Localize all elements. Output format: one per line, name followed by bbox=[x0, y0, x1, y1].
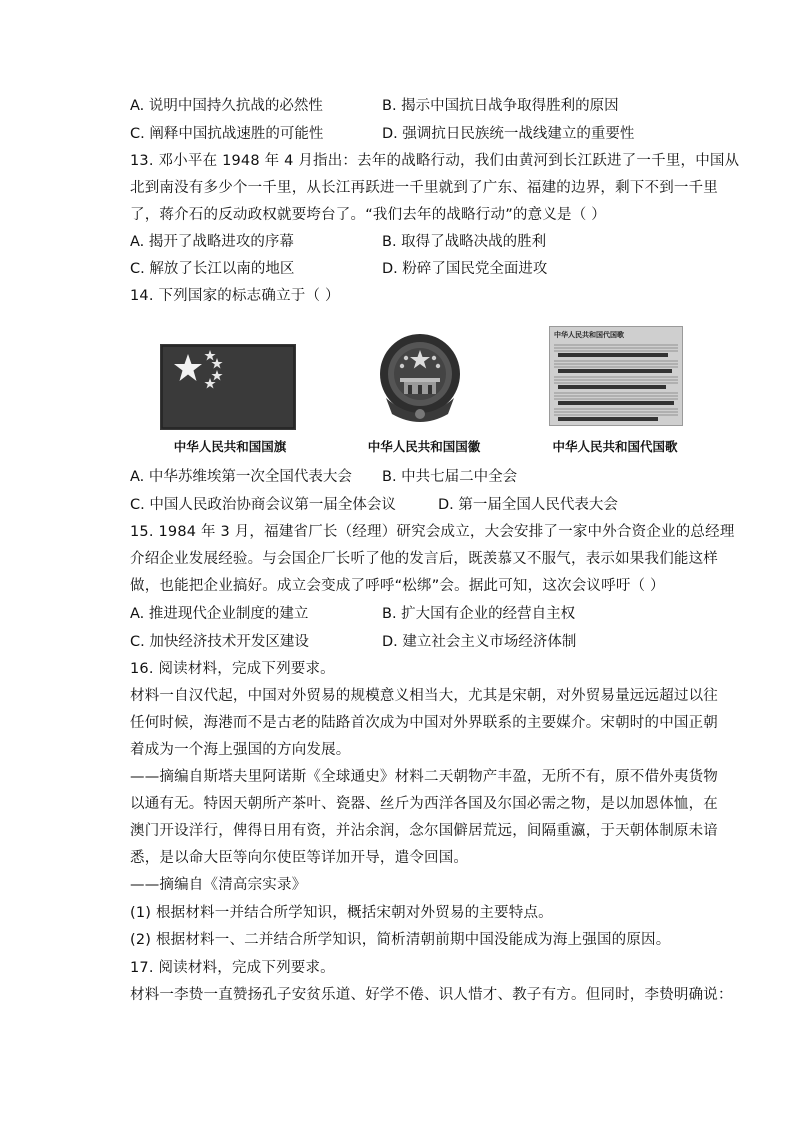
q16-task-1: (1) 根据材料一并结合所学知识，概括宋朝对外贸易的主要特点。 bbox=[130, 905, 553, 921]
q16-material-line-1: 材料一自汉代起，中国对外贸易的规模意义相当大，尤其是宋朝，对外贸易量远远超过以往 bbox=[130, 688, 718, 704]
q12-option-a: A. 说明中国持久抗战的必然性 bbox=[130, 98, 323, 114]
q15-option-d: D. 建立社会主义市场经济体制 bbox=[382, 634, 577, 650]
national-emblem-image bbox=[376, 328, 464, 434]
anthem-score-header: 中华人民共和国代国歌 bbox=[554, 331, 624, 339]
national-emblem-icon bbox=[376, 328, 464, 430]
national-anthem-score-image bbox=[549, 326, 683, 426]
q12-option-c: C. 阐释中国抗战速胜的可能性 bbox=[130, 126, 324, 142]
q15-option-c: C. 加快经济技术开发区建设 bbox=[130, 634, 309, 650]
q15-option-a: A. 推进现代企业制度的建立 bbox=[130, 606, 309, 622]
q13-stem-line-2: 北到南没有多少个一千里，从长江再跃进一千里就到了广东、福建的边界，剩下不到一千里 bbox=[130, 180, 718, 196]
q13-stem-line-1: 13. 邓小平在 1948 年 4 月指出：去年的战略行动，我们由黄河到长江跃进了一千里，中国从 bbox=[130, 153, 740, 169]
national-flag-icon bbox=[160, 344, 296, 430]
q15-stem-line-3: 做，也能把企业搞好。成立会变成了呼呼“松绑”会。据此可知，这次会议呼吁（ ） bbox=[130, 578, 665, 594]
q14-option-d: D. 第一届全国人民代表大会 bbox=[438, 497, 618, 513]
q15-stem-line-1: 15. 1984 年 3 月，福建省厂长（经理）研究会成立，大会安排了一家中外合资企业的总经理 bbox=[130, 524, 735, 540]
q13-option-a: A. 揭开了战略进攻的序幕 bbox=[130, 234, 294, 250]
q16-material-line-4: ——摘编自斯塔夫里阿诺斯《全球通史》材料二天朝物产丰盈，无所不有，原不借外夷货物 bbox=[130, 769, 718, 785]
national-flag-image bbox=[160, 344, 296, 434]
q13-option-b: B. 取得了战略决战的胜利 bbox=[382, 234, 547, 250]
q15-stem-line-2: 介绍企业发展经验。与会国企厂长听了他的发言后，既羡慕又不服气，表示如果我们能这样 bbox=[130, 551, 718, 567]
q14-stem: 14. 下列国家的标志确立于（ ） bbox=[130, 288, 340, 304]
q12-option-d: D. 强调抗日民族统一战线建立的重要性 bbox=[382, 126, 635, 142]
q15-option-b: B. 扩大国有企业的经营自主权 bbox=[382, 606, 576, 622]
q16-source: ——摘编自《清高宗实录》 bbox=[130, 877, 307, 893]
flag-caption: 中华人民共和国国旗 bbox=[173, 439, 287, 454]
q16-material-line-6: 澳门开设洋行，俾得日用有资，并沾余润，念尔国僻居荒远，间隔重瀛，于天朝体制原未谙 bbox=[130, 823, 718, 839]
q14-option-a: A. 中华苏维埃第一次全国代表大会 bbox=[130, 469, 352, 485]
q13-option-c: C. 解放了长江以南的地区 bbox=[130, 261, 295, 277]
q17-material-line-1: 材料一李贽一直赞扬孔子安贫乐道、好学不倦、识人惜才、教子有方。但同时，李贽明确说： bbox=[130, 987, 733, 1003]
q12-option-b: B. 揭示中国抗日战争取得胜利的原因 bbox=[382, 98, 619, 114]
q13-stem-line-3: 了，蒋介石的反动政权就要垮台了。“我们去年的战略行动”的意义是（ ） bbox=[130, 207, 606, 223]
q16-task-2: (2) 根据材料一、二并结合所学知识，简析清朝前期中国没能成为海上强国的原因。 bbox=[130, 932, 671, 948]
q16-material-line-7: 悉，是以命大臣等向尔使臣等详加开导，遣令回国。 bbox=[130, 850, 469, 866]
q16-stem: 16. 阅读材料，完成下列要求。 bbox=[130, 661, 335, 677]
music-score-icon bbox=[550, 341, 682, 425]
q16-material-line-5: 以通有无。特因天朝所产茶叶、瓷器、丝斤为西洋各国及尔国必需之物，是以加恩体恤，在 bbox=[130, 796, 718, 812]
q16-material-line-3: 着成为一个海上强国的方向发展。 bbox=[130, 742, 351, 758]
q16-material-line-2: 任何时候，海港而不是古老的陆路首次成为中国对外界联系的主要媒介。宋朝时的中国正朝 bbox=[130, 715, 718, 731]
q14-option-b: B. 中共七届二中全会 bbox=[382, 469, 518, 485]
anthem-caption: 中华人民共和国代国歌 bbox=[552, 439, 678, 454]
q14-option-c: C. 中国人民政治协商会议第一届全体会议 bbox=[130, 497, 396, 513]
q17-stem: 17. 阅读材料，完成下列要求。 bbox=[130, 960, 335, 976]
q13-option-d: D. 粉碎了国民党全面进攻 bbox=[382, 261, 548, 277]
emblem-caption: 中华人民共和国国徽 bbox=[367, 439, 481, 454]
